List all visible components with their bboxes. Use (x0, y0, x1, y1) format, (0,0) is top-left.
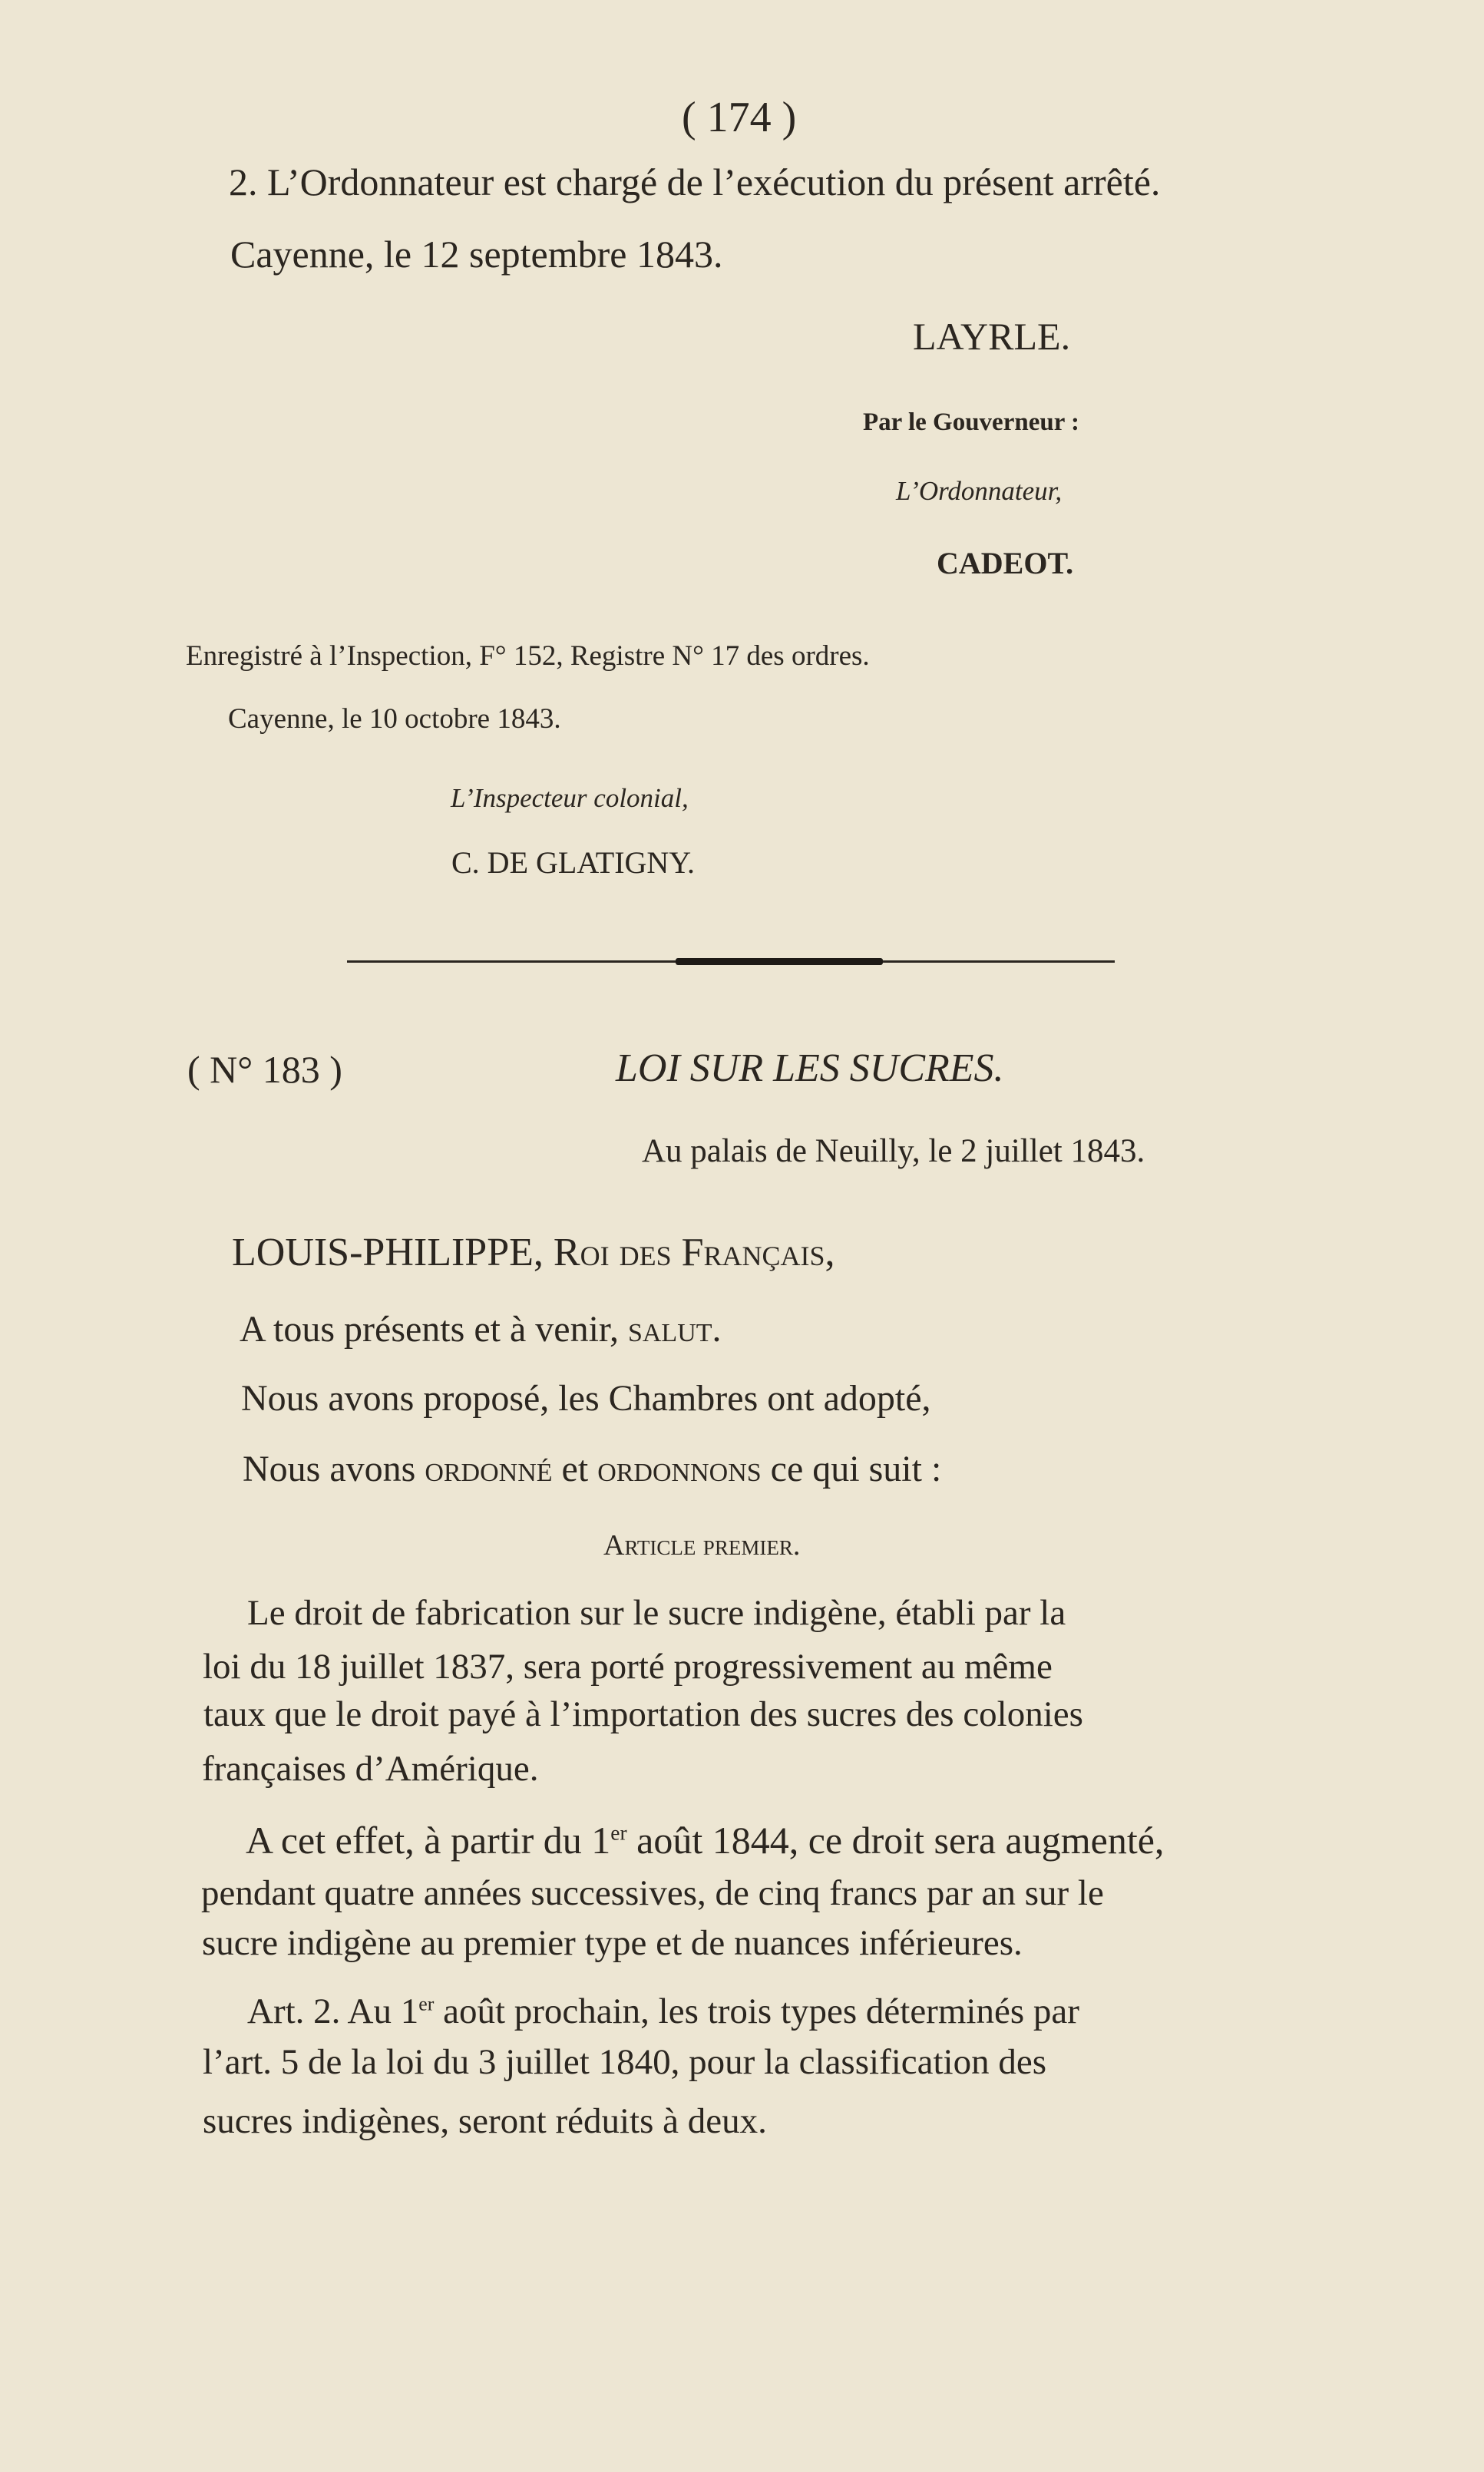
king-name: LOUIS-PHILIPPE, (232, 1231, 544, 1274)
greeting-line (240, 1311, 722, 1348)
ordered-smallcaps-1: ordonné (425, 1449, 553, 1489)
ordonnateur-title: L’Ordonnateur, (896, 476, 1063, 506)
king-line (232, 1233, 835, 1273)
ordered-line (243, 1451, 941, 1488)
paragraph-3-line-3: sucres indigènes, seront réduits à deux. (203, 2101, 767, 2141)
signer-name: LAYRLE. (913, 315, 1071, 358)
p3-superscript: er (418, 1992, 435, 2015)
law-title: LOI SUR LES SUCRES. (616, 1046, 1004, 1090)
inspector-title: L’Inspecteur colonial, (451, 783, 689, 813)
p2-line1-end: août 1844, ce droit sera augmenté, (626, 1819, 1165, 1862)
ordered-smallcaps-2: ordonnons (597, 1449, 762, 1489)
page-number: ( 174 ) (682, 94, 797, 141)
p2-line1-start: A cet effet, à partir du 1 (246, 1819, 611, 1862)
paragraph-2-line-3: sucre indigène au premier type et de nuances inférieures. (202, 1923, 1023, 1963)
paragraph-1-line-2: loi du 18 juillet 1837, sera porté progressivement au même (203, 1647, 1053, 1687)
ordonnateur-name: CADEOT. (937, 546, 1074, 580)
proposed-line: Nous avons proposé, les Chambres ont adopté, (241, 1378, 931, 1419)
p3-line1-end: août prochain, les trois types déterminés par (434, 1991, 1079, 2031)
p3-line1-start: Art. 2. Au 1 (247, 1991, 419, 2031)
greeting-text: A tous présents et à venir, (240, 1309, 619, 1350)
ordered-part-1: Nous avons (243, 1449, 416, 1489)
paragraph-1-line-1: Le droit de fabrication sur le sucre indigène, établi par la (247, 1593, 1066, 1633)
ordered-part-2: et (561, 1449, 589, 1489)
section-divider-ornament (676, 958, 883, 965)
king-title: Roi des Français, (553, 1231, 835, 1274)
paragraph-3-line-2: l’art. 5 de la loi du 3 juillet 1840, pour la classification des (203, 2042, 1047, 2082)
law-number: ( N° 183 ) (187, 1048, 342, 1091)
ordered-part-3: ce qui suit : (770, 1449, 942, 1489)
paragraph-1-line-4: françaises d’Amérique. (202, 1749, 539, 1789)
paragraph-3-line-1 (247, 1991, 1079, 2031)
registration-place-date: Cayenne, le 10 octobre 1843. (228, 703, 561, 735)
paragraph-1-line-3: taux que le droit payé à l’importation des sucres des colonies (203, 1694, 1083, 1734)
registration-text: Enregistré à l’Inspection, F° 152, Registre N° 17 des ordres. (186, 640, 870, 672)
article-2-text: 2. L’Ordonnateur est chargé de l’exécution du présent arrêté. (229, 160, 1161, 203)
article-premier-heading: Article premier. (603, 1529, 801, 1562)
decree-place-date: Cayenne, le 12 septembre 1843. (230, 233, 723, 276)
paragraph-2-line-1 (246, 1819, 1165, 1862)
law-place-date: Au palais de Neuilly, le 2 juillet 1843. (642, 1133, 1145, 1169)
inspector-name: C. DE GLATIGNY. (451, 845, 696, 880)
paragraph-2-line-2: pendant quatre années successives, de cinq francs par an sur le (201, 1873, 1104, 1913)
p2-superscript: er (610, 1820, 627, 1845)
greeting-salut: salut. (627, 1309, 722, 1350)
by-governor-label: Par le Gouverneur : (863, 408, 1079, 436)
